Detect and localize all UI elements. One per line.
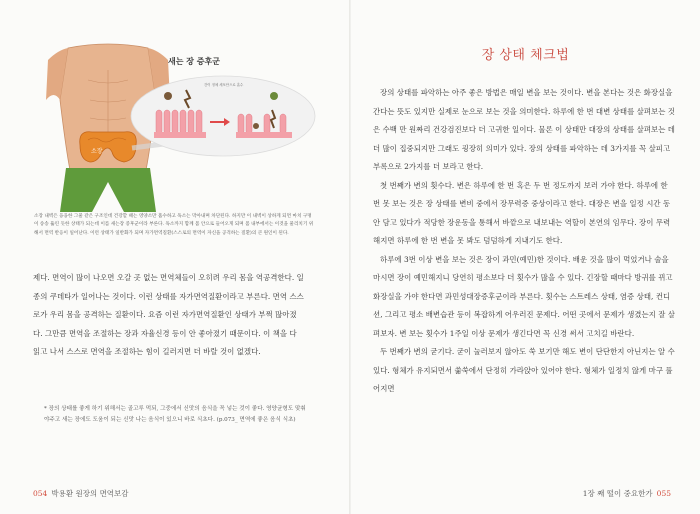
left-page bbox=[0, 0, 349, 514]
running-header: 박용환 원장의 면역보감 bbox=[51, 489, 129, 498]
paragraph: 하루에 3번 이상 변을 보는 것은 장이 과민(예민)한 것이다. 배운 것을 많이 먹었거나 술을 마시면 장이 예민해지니 당연히 평소보다 더 횟수가 많을 수 있다. 긴장할 때마다 방귀를 뀌고 화장실을 가야 한다면 과민성대장증후군이라 부른다. 횟수는 스트레스 상태, 염증 상태, 컨디션, 그리고 평소 배변습관 등이 복잡하게 어우러진 문제다. 어떤 곳에서 문제가 생겼는지 잘 살펴보자. 변 보는 횟수가 1주일 이상 문제가 생긴다면 꼭 신경 써서 고치길 바란다. bbox=[373, 254, 675, 338]
paragraph: 장의 상태를 파악하는 아주 좋은 방법은 매일 변을 보는 것이다. 변을 본다는 것은 화장실을 간다는 뜻도 있지만 실제로 눈으로 보는 것을 의미한다. 하루에 한 번 대변 상태를 살펴보는 것은 수백 만 원짜리 건강검진보다 더 고귀한 일이다. 물론 이 상태만 대장의 상태를 살펴보는 데 더 많이 집중되지만 그래도 굉장히 의미가 있다. 장의 상태를 파악하는 데 3가지를 꼭 살피고 부록으로 2가지를 더 보라고 한다. bbox=[373, 88, 675, 171]
colon-label: 소장 bbox=[91, 148, 103, 155]
right-folio bbox=[583, 488, 671, 499]
figure-caption: 소장 내벽은 융융한 그물 같은 구조인데 건강할 때는 영양소만 흡수하고 독소는 막아내며 차단된다. 하지만 이 내벽이 상하게 되면 마치 구멍이 송송 뚫린 듯한 상태가 되는데 이를 새는장 증후군이라 부른다. 독소까지 함께 몸 안으로 들어오게 되며 몸 내부에서는 이것을 물리치기 위해서 면역 반응이 일어난다. 이런 상태가 일반화가 되며 자가면역질환(스스로의 면역이 자신을 공격하는 질환)의 큰 원인이 된다. bbox=[34, 214, 314, 236]
illustration-title: 새는 장 증후군 bbox=[168, 57, 220, 66]
paragraph: 제다. 면역이 많이 나오면 오갈 곳 없는 면역체들이 오히려 우리 몸을 역공격한다. 일종의 쿠데타가 일어나는 것이다. 이런 상태를 자가면역질환이라고 부른다. 면역 스스로가 우리 몸을 공격하는 질환이다. 요즘 이런 자가면역질환인 상태가 부쩍 많아졌다. 그만큼 면역을 조절하는 장과 자율신경 등이 안 좋아졌기 때문이다. 이 책을 다 읽고 나서 스스로 면역을 조절하는 힘이 길러지면 더 바랄 것이 없겠다. bbox=[33, 273, 304, 356]
right-page bbox=[351, 0, 700, 514]
running-header: 1장 째 떨이 중요한가 bbox=[582, 489, 653, 498]
footnote: * 장의 상태를 좋게 하기 위해서는 골고루 먹되, 그중에서 신맛의 음식을 꼭 넣는 것이 좋다. 영양균형도 맞춰야주고 새는 장에도 도움이 되는 신맛 나는 음식이 있으니 바로 식초다. (p.073_ 면역에 좋은 음식 식초) bbox=[44, 406, 306, 423]
left-folio bbox=[33, 488, 129, 499]
page-number: 055 bbox=[656, 489, 671, 498]
paragraph: 첫 번째가 변의 횟수다. 변은 하루에 한 번 혹은 두 번 정도까지 보러 가야 한다. 하루에 한 번 못 보는 것은 장 상태를 변비 중에서 장무력증 중상이라고 한다. 대장은 변을 일정 시간 동안 담고 있다가 적당한 장운동을 통해서 바깥으로 내보내는 역할이 본연의 임무다. 장이 무력해지면 하루에 한 번 변을 못 봐도 덤덤하게 지내기도 한다. bbox=[373, 180, 671, 245]
left-body-text bbox=[33, 269, 305, 362]
page-number: 054 bbox=[33, 489, 48, 498]
paragraph: 두 번째가 변의 굳기다. 굳이 눌러보지 않아도 쑥 보기만 해도 변이 단단한지 아닌지는 알 수 있다. 형체가 유지되면서 쑮쑥에서 단정히 가라앉아 있어야 한다. 형체가 일정치 않게 마구 풀어지면 bbox=[373, 347, 675, 393]
section-title: 장 상태 체크법 bbox=[481, 48, 570, 63]
diagram-note: 간이 정체 세포안으로 흡수 bbox=[204, 83, 244, 87]
right-body-text bbox=[373, 84, 675, 399]
